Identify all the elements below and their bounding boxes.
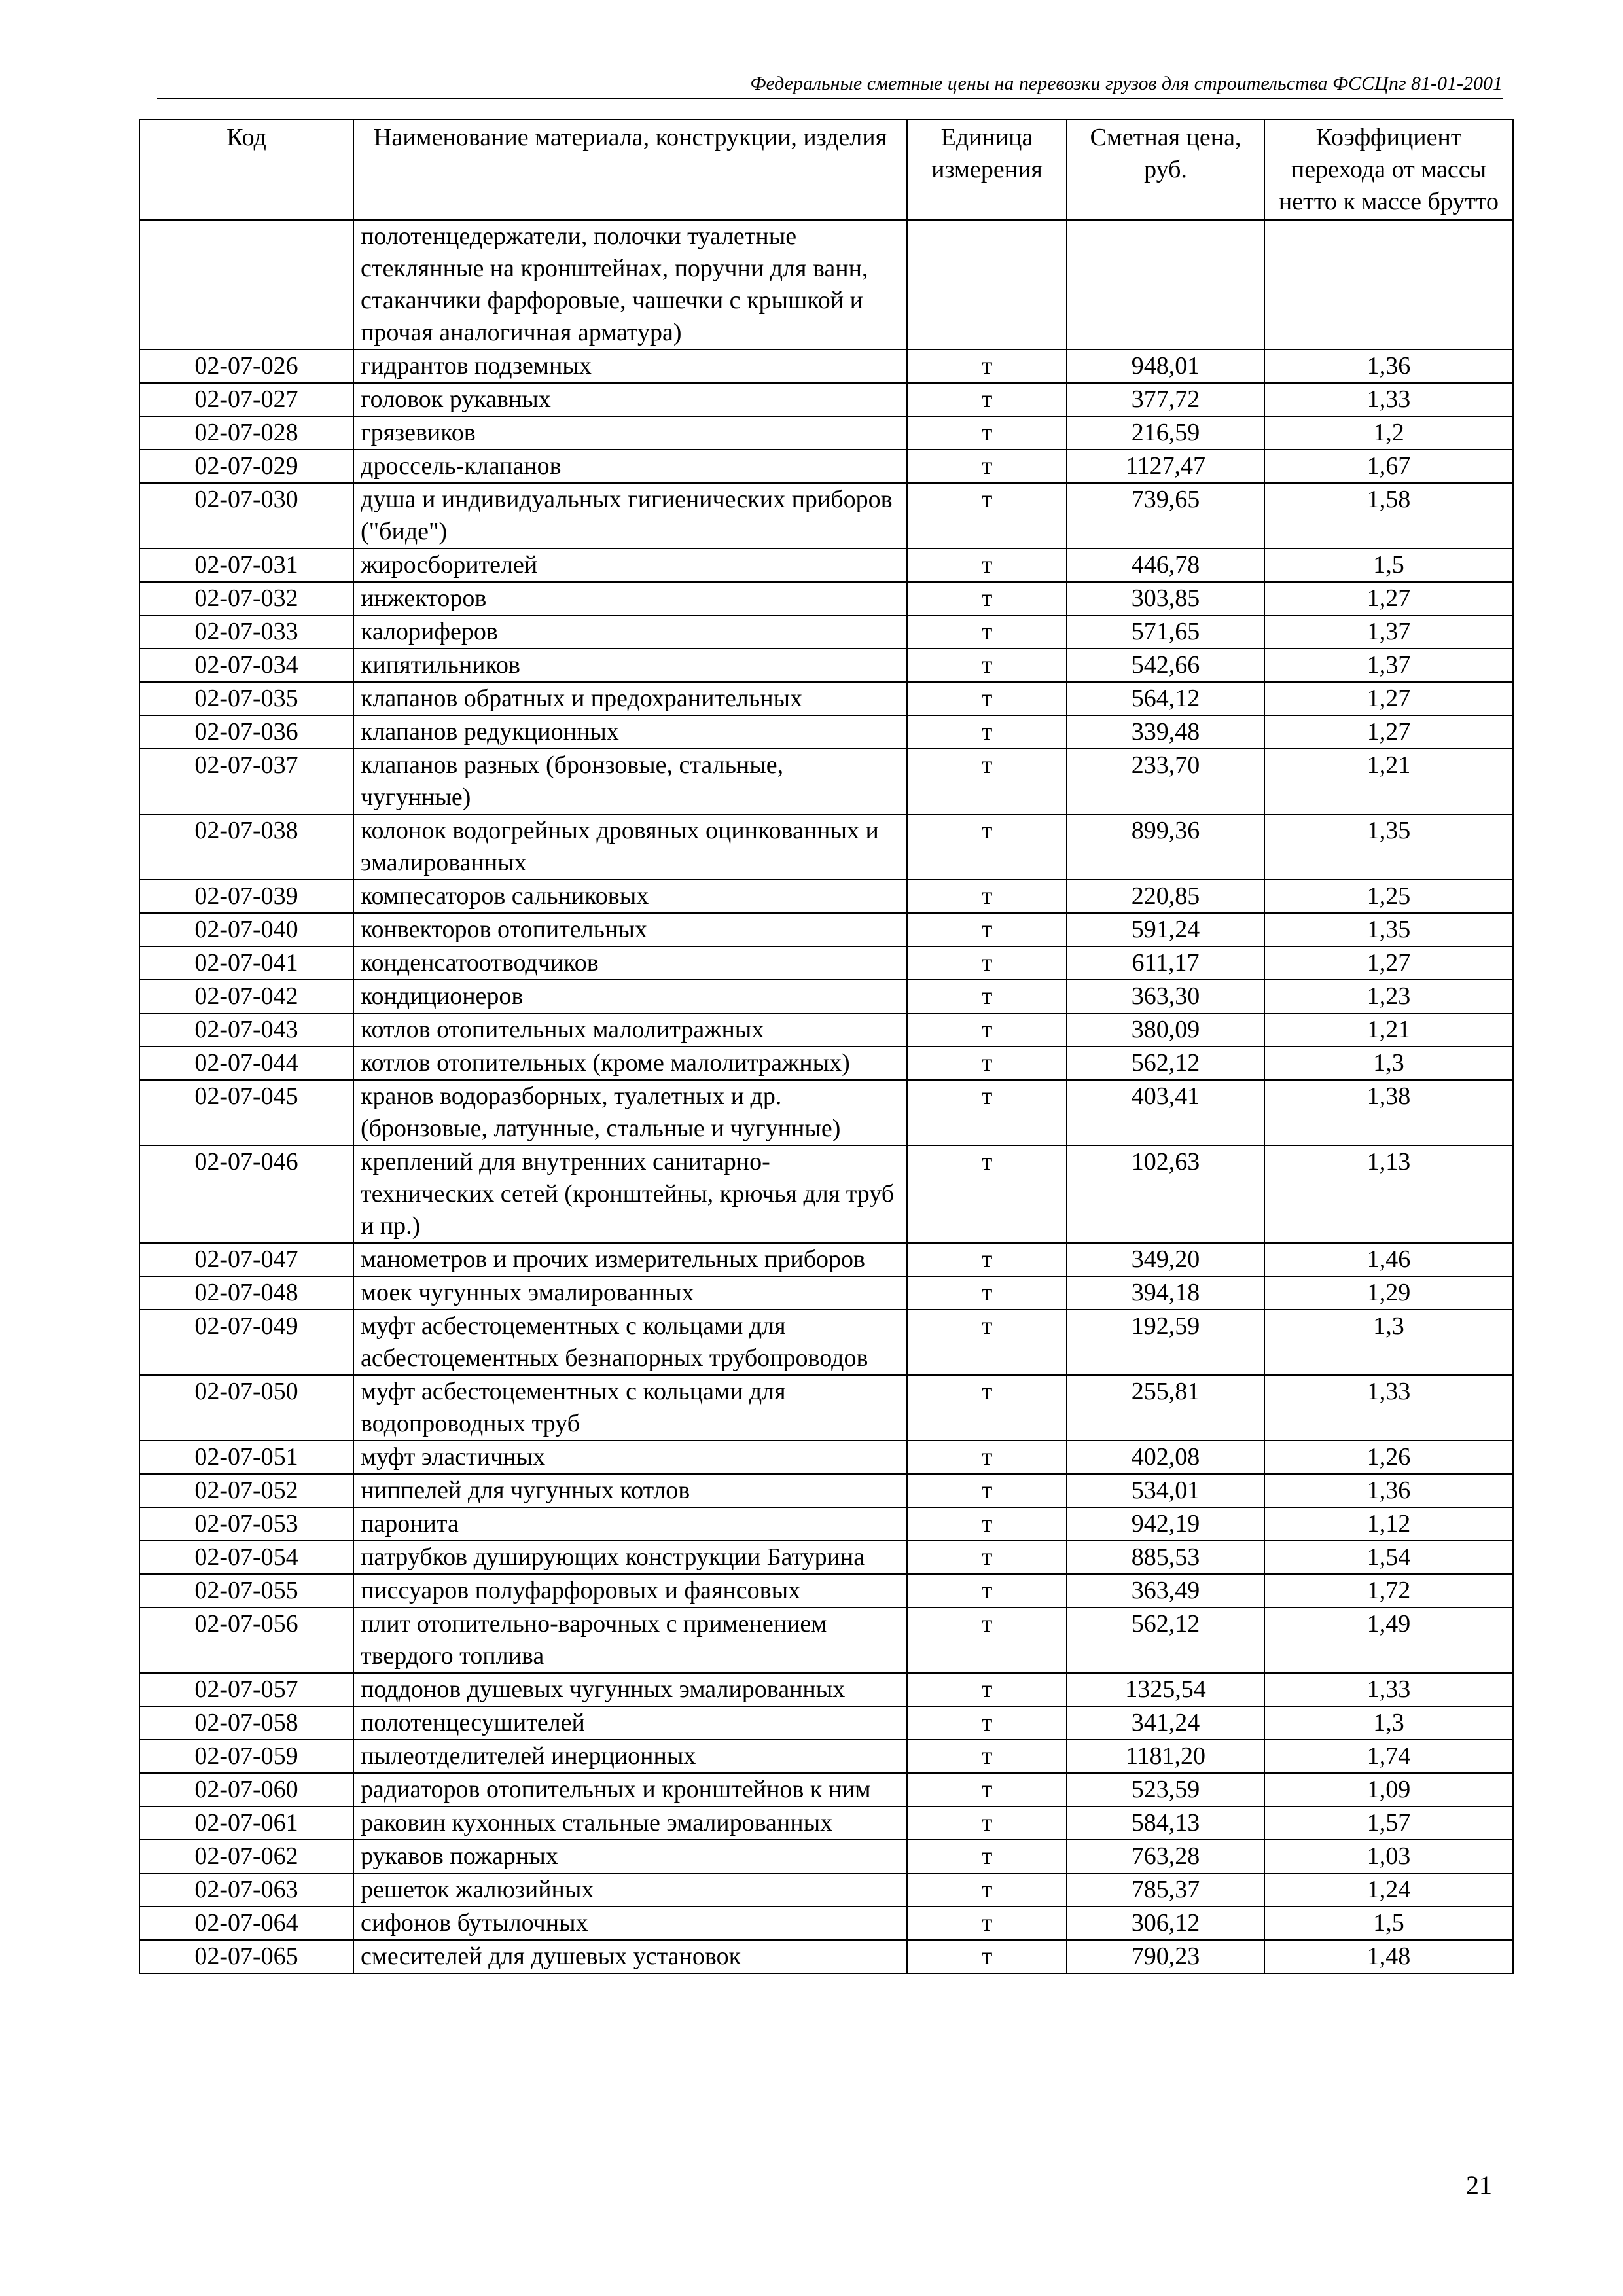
coefficient-cell: 1,54 <box>1264 1541 1513 1574</box>
coefficient-cell: 1,49 <box>1264 1607 1513 1673</box>
coefficient-cell: 1,38 <box>1264 1080 1513 1145</box>
coefficient-cell <box>1264 220 1513 350</box>
code-cell: 02-07-037 <box>139 749 353 814</box>
coefficient-cell: 1,3 <box>1264 1310 1513 1375</box>
unit-cell: т <box>907 682 1067 715</box>
coefficient-cell: 1,37 <box>1264 649 1513 682</box>
table-row <box>139 1375 1513 1441</box>
coefficient-cell: 1,21 <box>1264 1013 1513 1047</box>
coefficient-cell: 1,27 <box>1264 682 1513 715</box>
name-cell: грязевиков <box>353 416 907 450</box>
code-cell: 02-07-056 <box>139 1607 353 1673</box>
price-cell: 363,49 <box>1067 1574 1264 1607</box>
unit-cell: т <box>907 615 1067 649</box>
unit-cell: т <box>907 1773 1067 1806</box>
code-cell: 02-07-027 <box>139 383 353 416</box>
price-cell: 339,48 <box>1067 715 1264 749</box>
price-cell: 363,30 <box>1067 980 1264 1013</box>
coefficient-cell: 1,29 <box>1264 1276 1513 1310</box>
coefficient-cell: 1,12 <box>1264 1507 1513 1541</box>
code-cell: 02-07-046 <box>139 1145 353 1243</box>
coefficient-cell: 1,33 <box>1264 383 1513 416</box>
price-cell: 102,63 <box>1067 1145 1264 1243</box>
code-cell: 02-07-065 <box>139 1940 353 1973</box>
unit-cell: т <box>907 1873 1067 1907</box>
code-cell: 02-07-060 <box>139 1773 353 1806</box>
table-row <box>139 450 1513 483</box>
name-cell: рукавов пожарных <box>353 1840 907 1873</box>
coefficient-cell: 1,58 <box>1264 483 1513 548</box>
code-cell: 02-07-045 <box>139 1080 353 1145</box>
coefficient-cell: 1,25 <box>1264 880 1513 913</box>
price-cell: 1181,20 <box>1067 1740 1264 1773</box>
name-cell: патрубков душирующих конструкции Батурина <box>353 1541 907 1574</box>
name-cell: креплений для внутренних санитарно-технических сетей (кронштейны, крючья для труб и пр.) <box>353 1145 907 1243</box>
code-cell: 02-07-055 <box>139 1574 353 1607</box>
coefficient-cell: 1,37 <box>1264 615 1513 649</box>
code-cell: 02-07-026 <box>139 350 353 383</box>
price-cell: 220,85 <box>1067 880 1264 913</box>
coefficient-cell: 1,72 <box>1264 1574 1513 1607</box>
coefficient-cell: 1,33 <box>1264 1673 1513 1706</box>
code-cell: 02-07-053 <box>139 1507 353 1541</box>
unit-cell: т <box>907 383 1067 416</box>
coefficient-cell: 1,5 <box>1264 548 1513 582</box>
name-cell: полотенцесушителей <box>353 1706 907 1740</box>
price-cell: 394,18 <box>1067 1276 1264 1310</box>
name-cell: компесаторов сальниковых <box>353 880 907 913</box>
table-row <box>139 946 1513 980</box>
name-cell: душа и индивидуальных гигиенических приборов ("биде") <box>353 483 907 548</box>
name-cell: головок рукавных <box>353 383 907 416</box>
price-cell: 1325,54 <box>1067 1673 1264 1706</box>
code-cell: 02-07-061 <box>139 1806 353 1840</box>
price-cell: 380,09 <box>1067 1013 1264 1047</box>
price-table <box>139 119 1514 1974</box>
price-cell: 446,78 <box>1067 548 1264 582</box>
table-row <box>139 383 1513 416</box>
name-cell: инжекторов <box>353 582 907 615</box>
coefficient-cell: 1,09 <box>1264 1773 1513 1806</box>
name-cell: плит отопительно-варочных с применением твердого топлива <box>353 1607 907 1673</box>
unit-cell: т <box>907 814 1067 880</box>
table-row <box>139 1474 1513 1507</box>
coefficient-cell: 1,23 <box>1264 980 1513 1013</box>
price-cell: 233,70 <box>1067 749 1264 814</box>
code-cell: 02-07-062 <box>139 1840 353 1873</box>
name-cell: кранов водоразборных, туалетных и др. (бронзовые, латунные, стальные и чугунные) <box>353 1080 907 1145</box>
table-row <box>139 1806 1513 1840</box>
name-cell: паронита <box>353 1507 907 1541</box>
price-cell: 562,12 <box>1067 1607 1264 1673</box>
table-row <box>139 350 1513 383</box>
table-row <box>139 1047 1513 1080</box>
header-code: Код <box>139 120 353 220</box>
code-cell: 02-07-036 <box>139 715 353 749</box>
price-cell: 542,66 <box>1067 649 1264 682</box>
table-row <box>139 1773 1513 1806</box>
code-cell: 02-07-052 <box>139 1474 353 1507</box>
name-cell: манометров и прочих измерительных приборов <box>353 1243 907 1276</box>
name-cell: муфт асбестоцементных с кольцами для водопроводных труб <box>353 1375 907 1441</box>
price-cell: 377,72 <box>1067 383 1264 416</box>
table-row <box>139 1507 1513 1541</box>
table-row <box>139 980 1513 1013</box>
table-row <box>139 814 1513 880</box>
header-price: Сметная цена, руб. <box>1067 120 1264 220</box>
coefficient-cell: 1,3 <box>1264 1706 1513 1740</box>
name-cell: конденсатоотводчиков <box>353 946 907 980</box>
price-cell: 402,08 <box>1067 1441 1264 1474</box>
name-cell: раковин кухонных стальные эмалированных <box>353 1806 907 1840</box>
price-cell: 1127,47 <box>1067 450 1264 483</box>
coefficient-cell: 1,57 <box>1264 1806 1513 1840</box>
price-cell: 611,17 <box>1067 946 1264 980</box>
code-cell: 02-07-050 <box>139 1375 353 1441</box>
price-cell: 790,23 <box>1067 1940 1264 1973</box>
coefficient-cell: 1,13 <box>1264 1145 1513 1243</box>
name-cell: радиаторов отопительных и кронштейнов к ним <box>353 1773 907 1806</box>
table-row <box>139 1013 1513 1047</box>
price-cell: 403,41 <box>1067 1080 1264 1145</box>
table-row <box>139 682 1513 715</box>
coefficient-cell: 1,24 <box>1264 1873 1513 1907</box>
table-row <box>139 1706 1513 1740</box>
unit-cell: т <box>907 1013 1067 1047</box>
code-cell: 02-07-033 <box>139 615 353 649</box>
table-row <box>139 1145 1513 1243</box>
name-cell: котлов отопительных малолитражных <box>353 1013 907 1047</box>
table-row <box>139 1541 1513 1574</box>
code-cell: 02-07-043 <box>139 1013 353 1047</box>
price-cell: 763,28 <box>1067 1840 1264 1873</box>
price-cell: 303,85 <box>1067 582 1264 615</box>
code-cell: 02-07-030 <box>139 483 353 548</box>
coefficient-cell: 1,21 <box>1264 749 1513 814</box>
name-cell: полотенцедержатели, полочки туалетные стеклянные на кронштейнах, поручни для ванн, стаканчики фарфоровые, чашечки с крышкой и прочая аналогичная арматура) <box>353 220 907 350</box>
name-cell: кипятильников <box>353 649 907 682</box>
table-row <box>139 1607 1513 1673</box>
code-cell: 02-07-029 <box>139 450 353 483</box>
unit-cell: т <box>907 1047 1067 1080</box>
name-cell: поддонов душевых чугунных эмалированных <box>353 1673 907 1706</box>
running-header: Федеральные сметные цены на перевозки грузов для строительства ФССЦпг 81-01-2001 <box>157 72 1503 99</box>
table-row <box>139 880 1513 913</box>
table-row <box>139 1243 1513 1276</box>
coefficient-cell: 1,48 <box>1264 1940 1513 1973</box>
unit-cell: т <box>907 1080 1067 1145</box>
price-cell: 216,59 <box>1067 416 1264 450</box>
coefficient-cell: 1,27 <box>1264 946 1513 980</box>
unit-cell: т <box>907 649 1067 682</box>
price-cell: 534,01 <box>1067 1474 1264 1507</box>
table-row <box>139 1673 1513 1706</box>
code-cell: 02-07-039 <box>139 880 353 913</box>
page-number: 21 <box>1466 2170 1492 2200</box>
code-cell: 02-07-032 <box>139 582 353 615</box>
coefficient-cell: 1,5 <box>1264 1907 1513 1940</box>
code-cell: 02-07-040 <box>139 913 353 946</box>
unit-cell: т <box>907 1145 1067 1243</box>
code-cell: 02-07-064 <box>139 1907 353 1940</box>
unit-cell: т <box>907 1441 1067 1474</box>
unit-cell: т <box>907 483 1067 548</box>
table-row <box>139 913 1513 946</box>
code-cell <box>139 220 353 350</box>
name-cell: моек чугунных эмалированных <box>353 1276 907 1310</box>
name-cell: клапанов обратных и предохранительных <box>353 682 907 715</box>
coefficient-cell: 1,67 <box>1264 450 1513 483</box>
unit-cell: т <box>907 582 1067 615</box>
unit-cell <box>907 220 1067 350</box>
price-cell: 739,65 <box>1067 483 1264 548</box>
name-cell: клапанов редукционных <box>353 715 907 749</box>
table-row <box>139 416 1513 450</box>
code-cell: 02-07-048 <box>139 1276 353 1310</box>
name-cell: колонок водогрейных дровяных оцинкованных и эмалированных <box>353 814 907 880</box>
coefficient-cell: 1,26 <box>1264 1441 1513 1474</box>
price-cell: 885,53 <box>1067 1541 1264 1574</box>
table-row <box>139 649 1513 682</box>
unit-cell: т <box>907 1507 1067 1541</box>
price-cell: 591,24 <box>1067 913 1264 946</box>
coefficient-cell: 1,03 <box>1264 1840 1513 1873</box>
name-cell: муфт асбестоцементных с кольцами для асбестоцементных безнапорных трубопроводов <box>353 1310 907 1375</box>
name-cell: решеток жалюзийных <box>353 1873 907 1907</box>
price-cell: 942,19 <box>1067 1507 1264 1541</box>
code-cell: 02-07-054 <box>139 1541 353 1574</box>
price-cell: 341,24 <box>1067 1706 1264 1740</box>
code-cell: 02-07-044 <box>139 1047 353 1080</box>
name-cell: ниппелей для чугунных котлов <box>353 1474 907 1507</box>
name-cell: калориферов <box>353 615 907 649</box>
table-row <box>139 1740 1513 1773</box>
unit-cell: т <box>907 1276 1067 1310</box>
price-cell: 948,01 <box>1067 350 1264 383</box>
code-cell: 02-07-047 <box>139 1243 353 1276</box>
name-cell: смесителей для душевых установок <box>353 1940 907 1973</box>
unit-cell: т <box>907 946 1067 980</box>
code-cell: 02-07-063 <box>139 1873 353 1907</box>
table-header-row <box>139 120 1513 220</box>
price-cell: 899,36 <box>1067 814 1264 880</box>
table-row <box>139 1574 1513 1607</box>
code-cell: 02-07-051 <box>139 1441 353 1474</box>
name-cell: жиросборителей <box>353 548 907 582</box>
price-cell: 306,12 <box>1067 1907 1264 1940</box>
unit-cell: т <box>907 1574 1067 1607</box>
price-cell: 785,37 <box>1067 1873 1264 1907</box>
table-row <box>139 1840 1513 1873</box>
unit-cell: т <box>907 450 1067 483</box>
header-unit: Единица измерения <box>907 120 1067 220</box>
price-cell: 584,13 <box>1067 1806 1264 1840</box>
unit-cell: т <box>907 913 1067 946</box>
code-cell: 02-07-041 <box>139 946 353 980</box>
coefficient-cell: 1,3 <box>1264 1047 1513 1080</box>
unit-cell: т <box>907 1806 1067 1840</box>
code-cell: 02-07-031 <box>139 548 353 582</box>
unit-cell: т <box>907 1607 1067 1673</box>
name-cell: пылеотделителей инерционных <box>353 1740 907 1773</box>
unit-cell: т <box>907 880 1067 913</box>
table-row <box>139 1276 1513 1310</box>
table-row <box>139 582 1513 615</box>
table-row <box>139 1441 1513 1474</box>
price-cell: 192,59 <box>1067 1310 1264 1375</box>
unit-cell: т <box>907 1243 1067 1276</box>
price-cell: 255,81 <box>1067 1375 1264 1441</box>
code-cell: 02-07-057 <box>139 1673 353 1706</box>
table-row <box>139 548 1513 582</box>
name-cell: конвекторов отопительных <box>353 913 907 946</box>
coefficient-cell: 1,35 <box>1264 913 1513 946</box>
unit-cell: т <box>907 1940 1067 1973</box>
price-cell: 562,12 <box>1067 1047 1264 1080</box>
unit-cell: т <box>907 1907 1067 1940</box>
table-row <box>139 715 1513 749</box>
unit-cell: т <box>907 1310 1067 1375</box>
name-cell: муфт эластичных <box>353 1441 907 1474</box>
coefficient-cell: 1,35 <box>1264 814 1513 880</box>
code-cell: 02-07-058 <box>139 1706 353 1740</box>
table-row <box>139 1940 1513 1973</box>
price-cell <box>1067 220 1264 350</box>
unit-cell: т <box>907 416 1067 450</box>
coefficient-cell: 1,36 <box>1264 1474 1513 1507</box>
name-cell: кондиционеров <box>353 980 907 1013</box>
name-cell: котлов отопительных (кроме малолитражных) <box>353 1047 907 1080</box>
unit-cell: т <box>907 749 1067 814</box>
unit-cell: т <box>907 1673 1067 1706</box>
coefficient-cell: 1,2 <box>1264 416 1513 450</box>
unit-cell: т <box>907 980 1067 1013</box>
unit-cell: т <box>907 350 1067 383</box>
unit-cell: т <box>907 715 1067 749</box>
code-cell: 02-07-049 <box>139 1310 353 1375</box>
code-cell: 02-07-034 <box>139 649 353 682</box>
coefficient-cell: 1,46 <box>1264 1243 1513 1276</box>
unit-cell: т <box>907 1474 1067 1507</box>
unit-cell: т <box>907 548 1067 582</box>
table-row <box>139 749 1513 814</box>
name-cell: гидрантов подземных <box>353 350 907 383</box>
unit-cell: т <box>907 1375 1067 1441</box>
name-cell: клапанов разных (бронзовые, стальные, чугунные) <box>353 749 907 814</box>
code-cell: 02-07-028 <box>139 416 353 450</box>
coefficient-cell: 1,27 <box>1264 715 1513 749</box>
coefficient-cell: 1,33 <box>1264 1375 1513 1441</box>
name-cell: дроссель-клапанов <box>353 450 907 483</box>
unit-cell: т <box>907 1706 1067 1740</box>
coefficient-cell: 1,27 <box>1264 582 1513 615</box>
code-cell: 02-07-042 <box>139 980 353 1013</box>
table-body <box>139 220 1513 1973</box>
name-cell: писсуаров полуфарфоровых и фаянсовых <box>353 1574 907 1607</box>
table-row <box>139 1907 1513 1940</box>
table-row <box>139 483 1513 548</box>
code-cell: 02-07-035 <box>139 682 353 715</box>
table-row <box>139 1080 1513 1145</box>
price-cell: 349,20 <box>1067 1243 1264 1276</box>
unit-cell: т <box>907 1541 1067 1574</box>
code-cell: 02-07-038 <box>139 814 353 880</box>
table-row <box>139 220 1513 350</box>
unit-cell: т <box>907 1740 1067 1773</box>
price-cell: 571,65 <box>1067 615 1264 649</box>
code-cell: 02-07-059 <box>139 1740 353 1773</box>
header-coefficient: Коэффициент перехода от массы нетто к массе брутто <box>1264 120 1513 220</box>
table-row <box>139 615 1513 649</box>
table-row <box>139 1310 1513 1375</box>
unit-cell: т <box>907 1840 1067 1873</box>
header-name: Наименование материала, конструкции, изделия <box>353 120 907 220</box>
coefficient-cell: 1,36 <box>1264 350 1513 383</box>
price-cell: 564,12 <box>1067 682 1264 715</box>
table-row <box>139 1873 1513 1907</box>
price-cell: 523,59 <box>1067 1773 1264 1806</box>
name-cell: сифонов бутылочных <box>353 1907 907 1940</box>
coefficient-cell: 1,74 <box>1264 1740 1513 1773</box>
